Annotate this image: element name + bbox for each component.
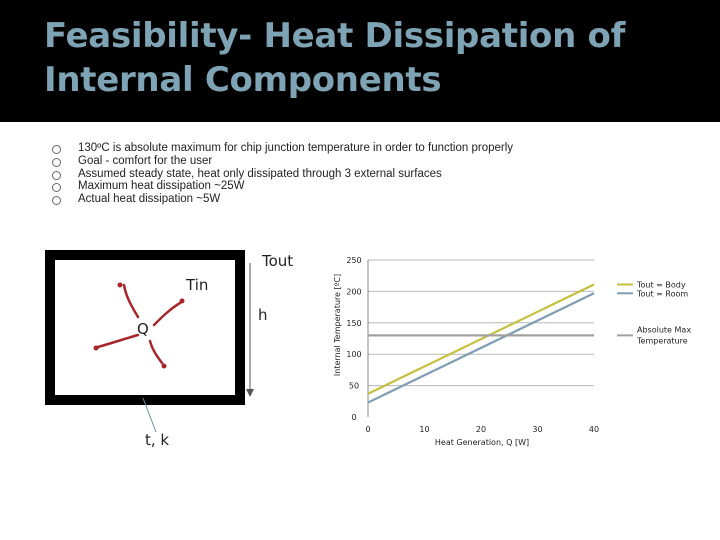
slide-title [44,14,694,102]
legend-label: Absolute Max [637,325,692,335]
q-label: Q [137,320,149,338]
bullet-item [52,193,513,206]
bullet-marker-icon [52,171,61,180]
y-tick-label: 100 [346,350,362,360]
y-tick-label: 250 [346,256,362,265]
legend-label: Tout = Room [637,289,689,299]
bullet-text: 130ºC is absolute maximum for chip junction temperature in order to function properly [78,142,514,154]
bullet-item [52,142,513,155]
bullet-marker-icon [52,145,61,154]
bullet-item [52,168,513,181]
chart-legend [617,280,691,345]
h-label: h [258,306,268,324]
y-tick-label: 200 [346,287,362,297]
bullet-text: Maximum heat dissipation ~25W [78,180,245,193]
slide-title-line-1: Feasibility- Heat Dissipation of [44,16,626,56]
legend-label: Tout = Body [637,280,686,290]
x-tick-label: 10 [419,425,430,434]
y-tick-label: 50 [348,381,360,391]
bullet-list [52,142,513,206]
temperature-chart [330,245,710,485]
tout-label: Tout [262,252,294,270]
tin-label: Tin [186,276,209,294]
arrow-tip [118,283,123,288]
y-tick-label: 150 [346,318,362,328]
y-tick-label: 0 [351,413,357,422]
chart-series [368,284,594,402]
x-tick-label: 30 [532,425,543,434]
bullet-marker-icon [52,183,61,192]
series-tout-body-line [368,284,594,393]
enclosure-diagram [0,245,310,465]
bullet-text: Actual heat dissipation ~5W [78,193,221,206]
tk-label: t, k [145,431,170,449]
chart-ticks [346,256,599,434]
x-tick-label: 40 [588,425,600,434]
chart-grid [368,260,594,386]
arrow-tip [162,364,167,369]
bullet-item [52,180,513,193]
arrow-tip [94,346,99,351]
x-axis-label: Heat Generation, Q [W] [434,438,530,447]
legend-label: Temperature [637,336,688,346]
bullet-marker-icon [52,158,61,167]
x-tick-label: 20 [475,425,487,434]
x-tick-label: 0 [365,425,371,434]
bullet-text: Assumed steady state, heat only dissipated through 3 external surfaces [78,167,442,180]
bullet-marker-icon [52,196,61,205]
series-tout-room-line [368,293,594,402]
bullet-text: Goal - comfort for the user [78,154,213,167]
bullet-item [52,155,513,168]
y-axis-label: Internal Temperature [ºC] [333,273,342,377]
arrow-tip [180,299,185,304]
slide-title-line-2: Internal Components [44,60,442,100]
